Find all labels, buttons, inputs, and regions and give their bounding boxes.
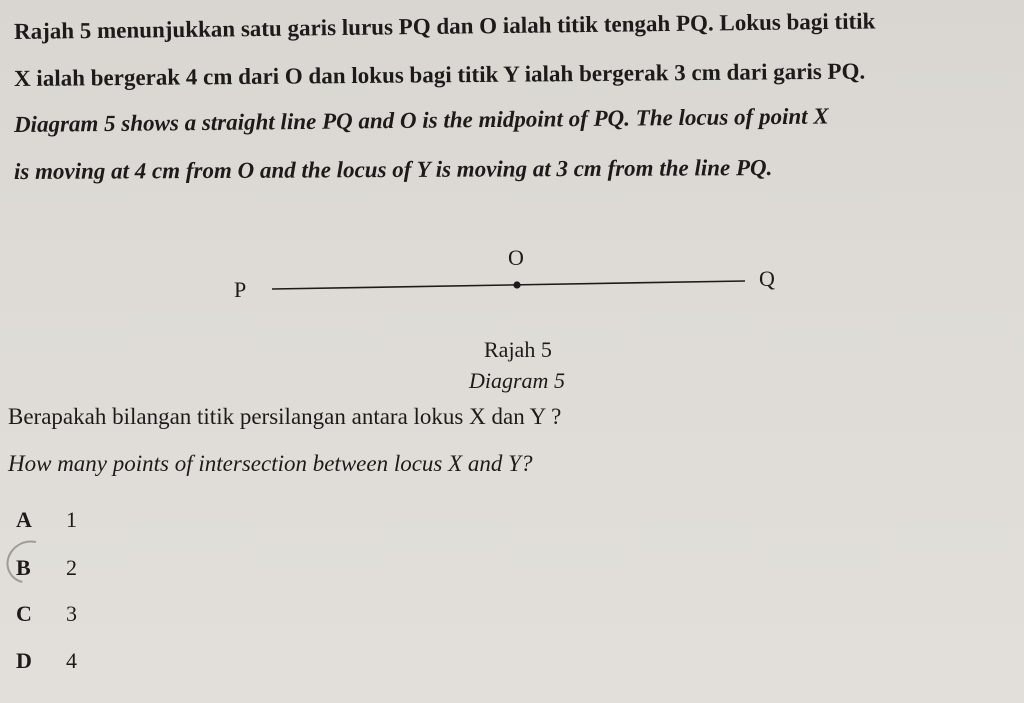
option-a[interactable]: [16, 509, 77, 531]
point-p-label: P: [234, 277, 247, 302]
midpoint-o-dot: [513, 281, 520, 288]
question-english-line-1: Diagram 5 shows a straight line PQ and O is the midpoint of PQ. The locus of point X: [13, 103, 829, 137]
line-segment-pq: [272, 281, 745, 289]
option-d-letter: D: [16, 648, 32, 673]
option-a-letter: A: [16, 507, 32, 532]
diagram-caption-malay: Rajah 5: [484, 337, 552, 362]
option-c-letter: C: [16, 601, 32, 626]
question-english-line-2: is moving at 4 cm from O and the locus of Y is moving at 3 cm from the line PQ.: [13, 155, 773, 184]
option-b-value: 2: [66, 555, 77, 580]
point-q-label: Q: [759, 266, 775, 291]
option-d[interactable]: [16, 650, 77, 672]
option-b[interactable]: [16, 557, 77, 579]
point-o-label: O: [508, 245, 524, 270]
prompt-english: How many points of intersection between locus X and Y?: [8, 451, 533, 476]
prompt-malay: Berapakah bilangan titik persilangan antara lokus X dan Y ?: [8, 404, 562, 429]
question-malay-line-2: X ialah bergerak 4 cm dari O dan lokus bagi titik Y ialah bergerak 3 cm dari garis PQ.: [13, 58, 866, 91]
option-c-value: 3: [66, 601, 77, 626]
option-b-letter: B: [16, 555, 31, 580]
question-malay-line-1: Rajah 5 menunjukkan satu garis lurus PQ dan O ialah titik tengah PQ. Lokus bagi titik: [13, 8, 876, 44]
option-c[interactable]: [16, 603, 77, 625]
option-d-value: 4: [66, 648, 77, 673]
diagram-caption-english: Diagram 5: [469, 368, 565, 393]
option-a-value: 1: [66, 507, 77, 532]
